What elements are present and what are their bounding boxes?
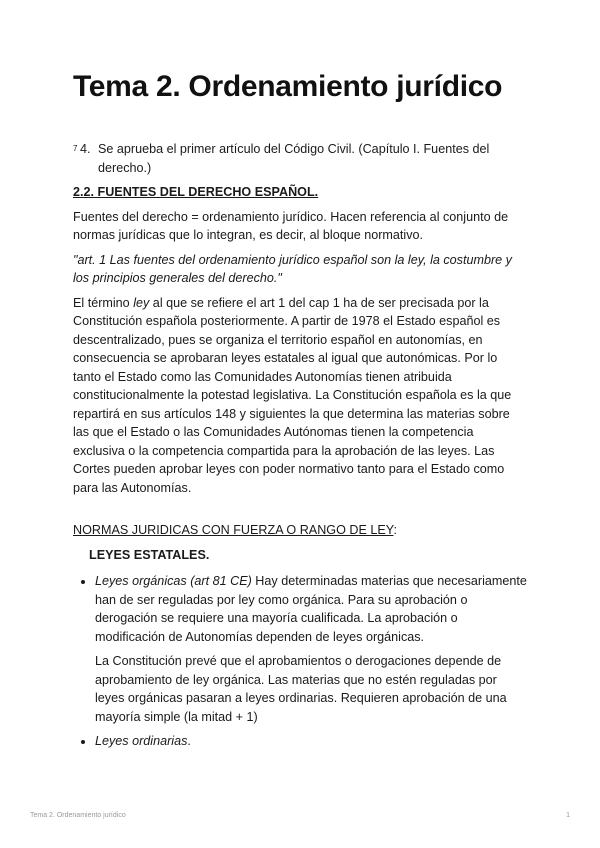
list-number: 4. (80, 142, 91, 156)
page-number: 1 (566, 812, 570, 819)
bullet-organicas-title: Leyes orgánicas (art 81 CE) (95, 574, 252, 588)
paragraph-ley-start: El término (73, 295, 134, 310)
footnote-marker: 7 (73, 144, 78, 153)
norms-heading (73, 521, 528, 540)
bullet-organicas-text: Hay determinadas materias que necesariamente han de ser reguladas por ley como orgánica. Para su aprobación o derogación se requiere una mayoría cualificada. La aprobación o modificación de Autonomías dependen de leyes orgánicas. (95, 574, 527, 644)
bullet-leyes-organicas (95, 572, 528, 726)
paragraph-definition: Fuentes del derecho = ordenamiento jurídico. Hacen referencia al conjunto de normas jurídicas que lo integran, es decir, al bloque normativo. (73, 209, 509, 242)
footer-title: Tema 2. Ordenamiento jurídico (30, 812, 126, 819)
norms-heading-text: NORMAS JURIDICAS CON FUERZA O RANGO DE LEY (73, 523, 394, 537)
paragraph-ley-rest: al que se refiere el art 1 del cap 1 ha de ser precisada por la Constitución española posteriormente. A partir de 1978 el Estado español es descentralizado, pues se organiza el territorio español en autonomías, en consecuencia se aprobaran leyes estatales al igual que autonómicas. Por lo tanto el Estado como las Comunidades Autonomías tienen atribuida constitucionalmente la potestad legislativa. La Constitución española es la que repartirá en sus artículos 148 y siguientes la que determina las materias sobre las que el Estado o las Comunidades Autónomas tienen la competencia exclusiva o la competencia compartida para la aprobación de las leyes. Las Cortes pueden aprobar leyes con poder normativo tanto para el Estado como para las Autonomías. (73, 295, 512, 495)
document-body (73, 140, 528, 757)
bullet-ordinarias-title: Leyes ordinarias (95, 734, 188, 748)
list-item-text: Se aprueba el primer artículo del Código Civil. (Capítulo I. Fuentes del derecho.) (98, 142, 490, 175)
quote-article-1: "art. 1 Las fuentes del ordenamiento jurídico español son la ley, la costumbre y los principios generales del derecho." (73, 252, 512, 285)
bullet-leyes-ordinarias (95, 732, 528, 751)
bullet-ordinarias-text: . (187, 734, 191, 748)
paragraph-ley-italic: ley (133, 295, 150, 310)
paragraph-ley (73, 294, 528, 498)
numbered-list-item (73, 140, 528, 177)
section-heading: 2.2. FUENTES DEL DERECHO ESPAÑOL. (73, 185, 319, 199)
bullet-organicas-extra: La Constitución prevé que el aprobamientos o derogaciones depende de aprobamiento de ley orgánica. Las materias que no estén reguladas por leyes orgánicas pasaran a leyes ordinarias. Requieren aprobación de una mayoría simple (la mitad + 1) (95, 654, 507, 724)
subheading-leyes-estatales: LEYES ESTATALES. (89, 547, 210, 562)
bullet-list (73, 572, 528, 751)
page-footer (30, 812, 570, 819)
page-title: Tema 2. Ordenamiento jurídico (73, 70, 503, 103)
norms-heading-colon: : (393, 523, 397, 537)
